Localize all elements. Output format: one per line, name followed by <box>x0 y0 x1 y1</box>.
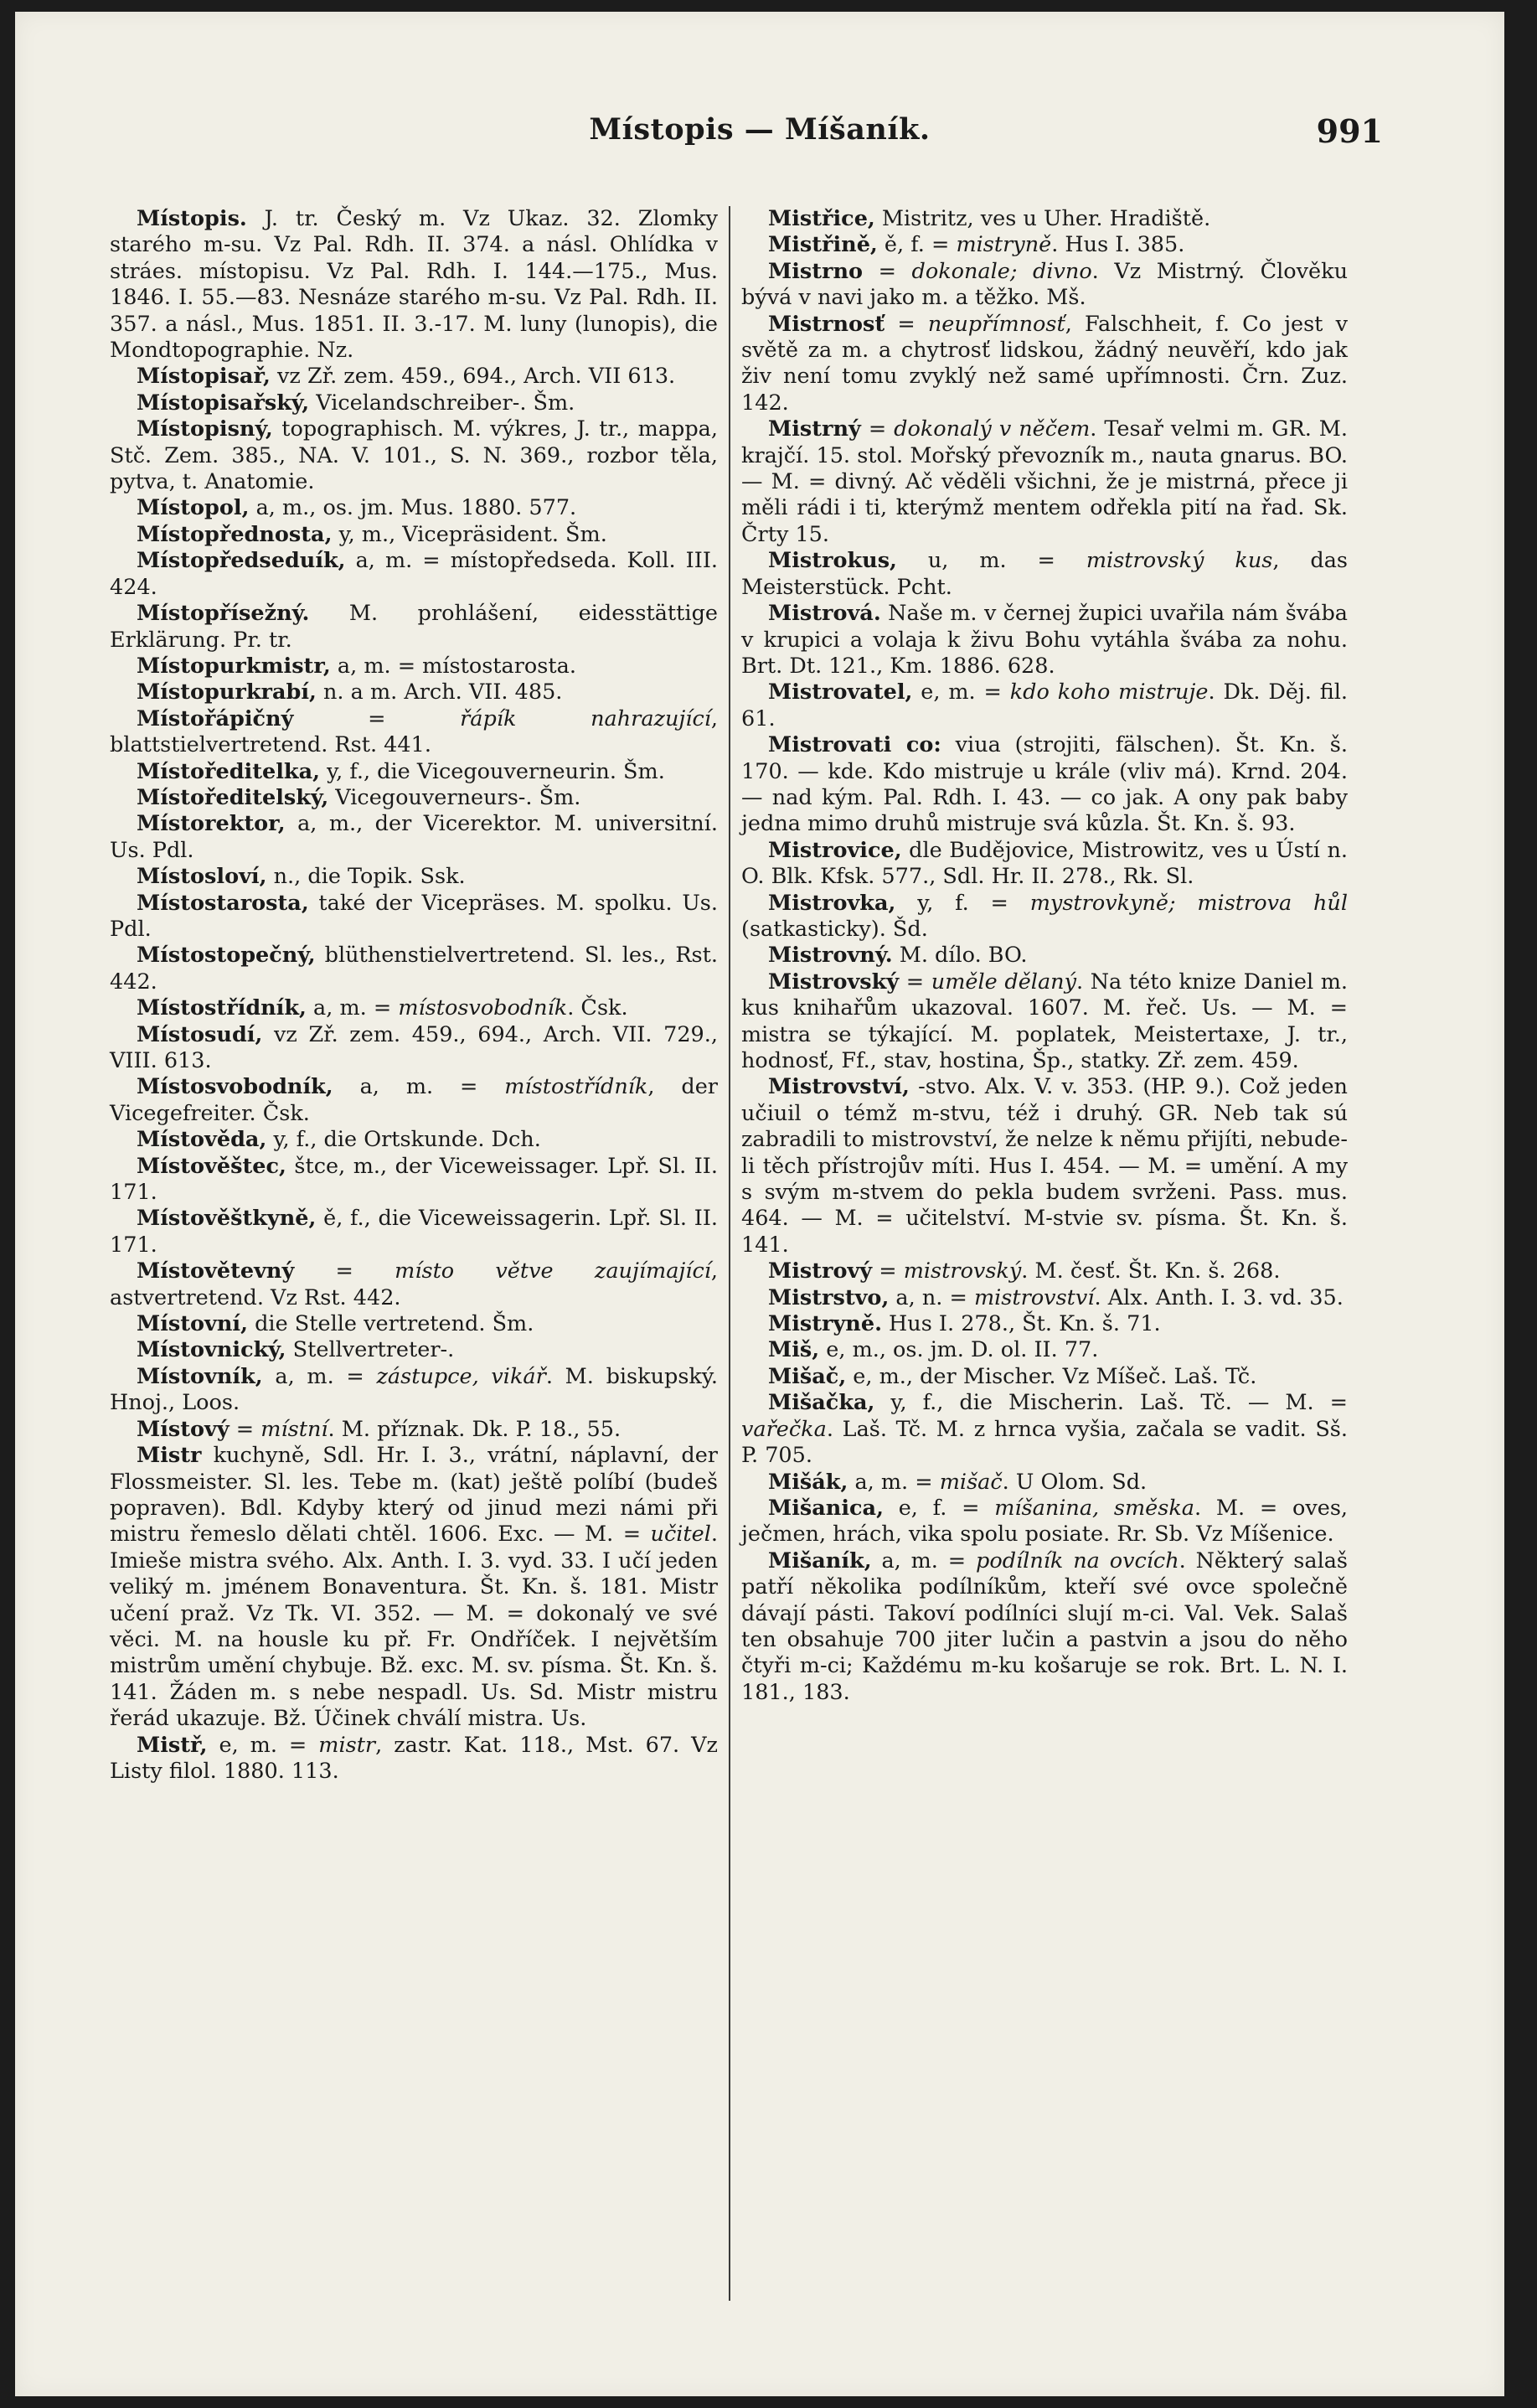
entry-headword: Místopis. <box>137 206 247 231</box>
entry-headword: Místosvobodník, <box>137 1074 333 1100</box>
entry-text: a, m. = <box>871 1548 977 1573</box>
entry-text: die Stelle vertretend. Šm. <box>247 1311 534 1337</box>
entry-text: . Čsk. <box>567 995 628 1021</box>
dictionary-entry <box>110 1127 718 1153</box>
entry-text: a, m. = místopředseda. Koll. III. 424. <box>110 548 718 600</box>
left-column <box>110 206 718 1785</box>
dictionary-entry <box>110 416 718 495</box>
entry-text: a, m. = <box>848 1469 940 1495</box>
entry-text: e, m. = <box>912 680 1010 705</box>
dictionary-entry <box>741 1390 1348 1469</box>
entry-headword: Mistrovatel, <box>768 680 913 705</box>
entry-text: . Hus I. 385. <box>1051 232 1185 258</box>
dictionary-entry <box>741 680 1348 732</box>
entry-text: blüthenstielvertretend. Sl. les., Rst. 442. <box>110 943 718 995</box>
entry-headword: Místopisař, <box>137 364 271 390</box>
entry-text: ě, f., die Viceweissagerin. Lpř. Sl. II. 171. <box>110 1206 718 1258</box>
entry-text: e, m., der Mischer. Vz Míšeč. Laš. Tč. <box>846 1363 1257 1389</box>
dictionary-entry <box>741 1364 1348 1390</box>
entry-text: . M. česť. Št. Kn. š. 268. <box>1021 1258 1281 1284</box>
dictionary-entry <box>741 232 1348 258</box>
entry-text: e, m. = <box>207 1732 319 1758</box>
entry-text: a, m. = <box>262 1363 377 1389</box>
dictionary-entry <box>741 1470 1348 1496</box>
entry-italic: řápík nahrazující <box>460 705 711 731</box>
entry-text: . Tesař velmi m. GR. M. krajčí. 15. stol. Mořský převozník m., nauta gnarus. BO. — M. = divný. Ač věděli všichni, že je mistrná, přece ji měli rádi i ti, kterýmž mentem odřekla pití na řad. Sk. Črty 15. <box>741 416 1349 547</box>
dictionary-entry <box>741 416 1348 548</box>
entry-italic: mystrovkyně; mistrova hůl <box>1029 890 1348 916</box>
entry-headword: Místoředitelský, <box>137 784 329 810</box>
dictionary-entry <box>741 1311 1348 1337</box>
dictionary-entry <box>110 1364 718 1417</box>
entry-headword: Mistrný <box>768 416 861 442</box>
dictionary-entry <box>110 548 718 601</box>
dictionary-entry <box>741 1074 1348 1258</box>
entry-headword: Místoředitelka, <box>137 758 320 784</box>
dictionary-entry <box>110 206 718 364</box>
entry-italic: místosvobodník <box>398 995 568 1021</box>
entry-headword: Místopředseduík, <box>137 548 346 574</box>
entry-text: e, m., os. jm. D. ol. II. 77. <box>819 1337 1099 1363</box>
dictionary-entry <box>110 654 718 680</box>
entry-headword: Místopurkmistr, <box>137 653 331 679</box>
dictionary-entry <box>741 1548 1348 1706</box>
entry-headword: Místořápičný <box>137 705 294 731</box>
entry-text: y, f., die Vicegouverneurin. Šm. <box>320 758 665 784</box>
dictionary-entry <box>110 1074 718 1127</box>
right-column <box>741 206 1348 1706</box>
dictionary-page <box>15 12 1504 2396</box>
entry-headword: Mistrstvo, <box>768 1284 890 1310</box>
entry-text: a, n. = <box>889 1284 974 1310</box>
entry-headword: Mistrno <box>768 258 864 284</box>
entry-text: , zastr. Kat. 118., Mst. 67. Vz Listy filol. 1880. 113. <box>110 1732 718 1784</box>
entry-text: y, f. = <box>895 890 1030 916</box>
entry-text: dle Budějovice, Mistrowitz, ves u Ústí n. O. Blk. Kfsk. 577., Sdl. Hr. II. 278., Rk. Sl. <box>741 837 1348 890</box>
entry-headword: Místovětevný <box>137 1258 295 1284</box>
dictionary-entry <box>741 312 1348 417</box>
dictionary-entry <box>110 601 718 654</box>
entry-text: Naše m. v černej župici uvařila nám švába v krupici a volaja k živu Bohu vytáhla švába za nohu. Brt. Dt. 121., Km. 1886. 628. <box>741 601 1348 679</box>
entry-headword: Mišačka, <box>768 1390 875 1416</box>
entry-italic: mistrovství <box>973 1284 1095 1310</box>
dictionary-entry <box>110 759 718 785</box>
entry-headword: Místosloví, <box>137 864 267 890</box>
entry-text: viua (strojiti, fälschen). Št. Kn. š. 170. — kde. Kdo mistruje u krále (vliv má). Krnd. 204. — nad kým. Pal. Rdh. I. 43. — co jak. A ony pak baby jedna mimo druhů mistruje svá kůzla. Št. Kn. š. 93. <box>741 732 1348 837</box>
dictionary-entry <box>110 995 718 1021</box>
entry-headword: Místosudí, <box>137 1021 263 1047</box>
entry-text: y, m., Vicepräsident. Šm. <box>332 521 607 547</box>
dictionary-entry <box>110 680 718 705</box>
entry-italic: místní <box>260 1416 328 1442</box>
entry-headword: Mistrnosť <box>768 311 885 337</box>
dictionary-entry <box>741 1337 1348 1363</box>
entry-headword: Místostřídník, <box>137 995 307 1021</box>
entry-headword: Místověštkyně, <box>137 1206 317 1232</box>
entry-text: štce, m., der Viceweissager. Lpř. Sl. II. 171. <box>110 1153 718 1206</box>
entry-text: J. tr. Český m. Vz Ukaz. 32. Zlomky starého m-su. Vz Pal. Rdh. II. 374. a násl. Ohlídka v stráes. místopisu. Vz Pal. Rdh. I. 144.—175., Mus. 1846. I. 55.—83. Nesnáze starého m-su. Vz Pal. Rdh. II. 357. a násl., Mus. 1851. II. 3.-17. M. luny (lunopis), die Mondtopographie. Nz. <box>110 206 718 364</box>
entry-text: . U Olom. Sd. <box>1002 1469 1148 1495</box>
entry-text: , blattstielvertretend. Rst. 441. <box>110 705 718 758</box>
entry-italic: místostřídník <box>504 1074 648 1100</box>
entry-text: = <box>860 416 895 442</box>
entry-italic: vařečka <box>741 1416 827 1442</box>
entry-text: Vicelandschreiber-. Šm. <box>309 390 575 416</box>
entry-text: -stvo. Alx. V. v. 353. (HP. 9.). Což jeden učiuil o témž m-stvu, též i druhý. GR. Neb tak sú zabradili to mistrovství, že nelze k němu přijíti, nebude-li těch přístrojův míti. Hus I. 454. — M. = umění. A my s svým m-stvem do pekla budem svrženi. Pass. mus. 464. — M. = učitelství. M-stvie sv. písma. Št. Kn. š. 141. <box>741 1074 1348 1258</box>
entry-headword: Místopřednosta, <box>137 521 333 547</box>
entry-headword: Místopisařský, <box>137 390 310 416</box>
entry-headword: Místovní, <box>137 1311 248 1337</box>
dictionary-entry <box>741 601 1348 680</box>
entry-headword: Mistrová. <box>768 601 881 627</box>
entry-headword: Mistr <box>137 1443 202 1469</box>
entry-text: y, f., die Ortskunde. Dch. <box>266 1127 541 1153</box>
entry-italic: mistryně <box>956 232 1052 258</box>
entry-text: . Alx. Anth. I. 3. vd. 35. <box>1094 1284 1344 1310</box>
entry-text: a, m. = <box>306 995 399 1021</box>
dictionary-entry <box>741 548 1348 601</box>
entry-italic: mišač <box>939 1469 1003 1495</box>
dictionary-entry <box>110 1733 718 1785</box>
entry-text: M. prohlášení, eidesstättige Erklärung. Pr. tr. <box>110 601 718 653</box>
entry-headword: Místorektor, <box>137 811 286 837</box>
dictionary-entry <box>741 943 1348 969</box>
entry-headword: Mistř, <box>137 1732 208 1758</box>
entry-text: y, f., die Mischerin. Laš. Tč. — M. = <box>874 1390 1348 1416</box>
dictionary-entry <box>110 1443 718 1732</box>
entry-italic: kdo koho mistruje <box>1009 680 1209 705</box>
entry-text: = <box>885 311 928 337</box>
dictionary-entry <box>110 1022 718 1075</box>
dictionary-entry <box>110 1337 718 1363</box>
dictionary-entry <box>110 1311 718 1337</box>
entry-text: , Falschheit, f. Co jest v světě za m. a chytrosť lidskou, žádný neuvěří, kdo jak živ není tomu zvyklý než samé upřímnosti. Črn. Zuz. 142. <box>741 311 1348 416</box>
entry-text: . Dk. Děj. fil. 61. <box>741 680 1348 731</box>
entry-text: a, m., der Vicerektor. M. universitní. Us. Pdl. <box>110 811 718 863</box>
entry-headword: Místovnický, <box>137 1337 286 1363</box>
entry-italic: mistrovský <box>903 1258 1022 1284</box>
dictionary-entry <box>741 732 1348 838</box>
running-title: Místopis — Míšaník. <box>589 112 931 147</box>
entry-headword: Mistrovství, <box>768 1074 910 1100</box>
entry-text: . Vz Mistrný. Člověku bývá v navi jako m. a těžko. Mš. <box>741 258 1348 311</box>
entry-text: vz Zř. zem. 459., 694., Arch. VII 613. <box>270 364 676 390</box>
entry-text: a, m., os. jm. Mus. 1880. 577. <box>249 495 577 521</box>
entry-text: . Imieše mistra svého. Alx. Anth. I. 3. vyd. 33. I učí jeden veliký m. jménem Bonaventura. Št. Kn. š. 181. Mistr učení praž. Vz Tk. VI. 352. — M. = dokonalý ve své věci. M. na housle ku př. Fr. Ondříček. I největším mistrům umění chybuje. Bž. exc. M. sv. písma. Št. Kn. š. 141. Žáden m. s nebe nespadl. Us. Sd. Mistr mistru řerád ukazuje. Bž. Účinek chválí mistra. Us. <box>110 1522 718 1732</box>
entry-text: n., die Topik. Ssk. <box>266 864 466 890</box>
entry-text: , astvertretend. Vz Rst. 442. <box>110 1258 719 1310</box>
entry-headword: Mistrový <box>768 1258 873 1284</box>
dictionary-entry <box>110 1154 718 1207</box>
entry-text: = <box>294 1258 395 1284</box>
dictionary-entry <box>741 1496 1348 1548</box>
entry-text: M. dílo. BO. <box>892 943 1028 969</box>
entry-headword: Mistřině, <box>768 232 878 258</box>
entry-text: . Na této knize Daniel m. kus knihařům ukazoval. 1607. M. řeč. Us. — M. = mistra se týkající. M. poplatek, Meistertaxe, J. tr., hodnosť, Ff., stav, hostina, Šp., statky. Zř. zem. 459. <box>741 969 1349 1073</box>
entry-italic: mistr <box>318 1732 376 1758</box>
page-number: 991 <box>1316 112 1383 150</box>
entry-headword: Mišák, <box>768 1469 848 1495</box>
entry-text: , der Vicegefreiter. Čsk. <box>110 1074 718 1126</box>
entry-headword: Mistrovný. <box>768 943 893 969</box>
dictionary-entry <box>741 1258 1348 1284</box>
dictionary-entry <box>110 811 718 864</box>
entry-text: topographisch. M. výkres, J. tr., mappa, Stč. Zem. 385., NA. V. 101., S. N. 369., rozbor těla, pytva, t. Anatomie. <box>110 416 718 495</box>
entry-text: kuchyně, Sdl. Hr. I. 3., vrátní, náplavní, der Flossmeister. Sl. les. Tebe m. (kat) ještě políbí (budeš popraven). Bdl. Kdyby který od jinud mezi námi při mistru řemeslo dělati chtěl. 1606. Exc. — M. = <box>110 1443 718 1548</box>
dictionary-entry <box>110 364 718 390</box>
entry-text: = <box>293 705 461 731</box>
dictionary-entry <box>741 206 1348 232</box>
entry-text: Stellvertreter-. <box>286 1337 455 1363</box>
dictionary-entry <box>110 785 718 811</box>
entry-headword: Mistryně. <box>768 1311 882 1337</box>
dictionary-entry <box>741 259 1348 312</box>
entry-headword: Místopisný, <box>137 416 273 442</box>
entry-text: (satkasticky). Šd. <box>741 916 928 942</box>
entry-headword: Mistrovka, <box>768 890 896 916</box>
entry-text: Mistritz, ves u Uher. Hradiště. <box>874 206 1211 231</box>
column-divider <box>729 206 730 2301</box>
entry-headword: Místopol, <box>137 495 250 521</box>
dictionary-entry <box>741 1285 1348 1311</box>
entry-headword: Mistrovice, <box>768 837 902 863</box>
dictionary-entry <box>110 864 718 890</box>
entry-headword: Mišaník, <box>768 1548 872 1573</box>
dictionary-entry <box>110 891 718 943</box>
entry-italic: míšanina, směska <box>994 1495 1194 1521</box>
entry-text: , das Meisterstück. Pcht. <box>741 548 1348 600</box>
entry-headword: Mišanica, <box>768 1495 884 1521</box>
entry-text: . Některý salaš patří několika podílníkům, kteří své ovce společně dávají pásti. Takoví podílníci slují m-ci. Val. Vek. Salaš ten obsahuje 700 jiter lučin a pastvin a jsou do něho čtyři m-ci; Každému m-ku košaruje se rok. Brt. L. N. I. 181., 183. <box>741 1548 1349 1705</box>
entry-italic: podílník na ovcích <box>976 1548 1179 1573</box>
entry-headword: Mistřice, <box>768 206 875 231</box>
dictionary-entry <box>110 1417 718 1443</box>
entry-text: = <box>863 258 912 284</box>
dictionary-entry <box>110 495 718 521</box>
entry-headword: Mišač, <box>768 1363 847 1389</box>
entry-italic: místo větve zaujímající <box>395 1258 711 1284</box>
entry-headword: Místopurkrabí, <box>137 680 317 705</box>
entry-text: a, m. = místostarosta. <box>330 653 576 679</box>
entry-headword: Místovník, <box>137 1363 263 1389</box>
dictionary-entry <box>110 1206 718 1258</box>
entry-headword: Místověda, <box>137 1127 267 1153</box>
dictionary-entry <box>110 522 718 548</box>
entry-text: také der Vicepräses. M. spolku. Us. Pdl. <box>110 890 718 942</box>
dictionary-entry <box>741 969 1348 1075</box>
entry-text: Hus I. 278., Št. Kn. š. 71. <box>881 1311 1161 1337</box>
dictionary-entry <box>741 891 1348 943</box>
entry-headword: Místostarosta, <box>137 890 309 916</box>
entry-headword: Mistrovati co: <box>768 732 941 758</box>
entry-headword: Mistrovský <box>768 969 900 995</box>
entry-text: Vicegouverneurs-. Šm. <box>328 784 581 810</box>
dictionary-entry <box>110 943 718 995</box>
entry-text: n. a m. Arch. VII. 485. <box>316 680 563 705</box>
page-header <box>15 112 1504 163</box>
entry-italic: dokonale; divno <box>911 258 1092 284</box>
entry-italic: učitel <box>650 1522 711 1548</box>
entry-headword: Místový <box>137 1416 230 1442</box>
entry-headword: Místopřísežný. <box>137 601 310 627</box>
entry-text: . M. příznak. Dk. P. 18., 55. <box>328 1416 622 1442</box>
entry-italic: zástupce, vikář <box>376 1363 546 1389</box>
entry-text: u, m. = <box>896 548 1086 574</box>
entry-headword: Mistrokus, <box>768 548 897 574</box>
entry-text: . M. = oves, ječmen, hrách, vika spolu posiate. Rr. Sb. Vz Míšenice. <box>741 1495 1349 1548</box>
dictionary-entry <box>741 838 1348 891</box>
entry-headword: Místostopečný, <box>137 943 316 969</box>
entry-headword: Místověštec, <box>137 1153 286 1179</box>
entry-text: . M. biskupský. Hnoj., Loos. <box>110 1363 718 1416</box>
entry-italic: mistrovský kus <box>1086 548 1273 574</box>
dictionary-entry <box>110 1258 718 1311</box>
entry-text: . Laš. Tč. M. z hrnca vyšia, začala se vadit. Sš. P. 705. <box>741 1416 1348 1469</box>
entry-text: a, m. = <box>333 1074 505 1100</box>
entry-italic: dokonalý v něčem <box>894 416 1091 442</box>
entry-text: = <box>872 1258 904 1284</box>
entry-italic: neupřímnosť <box>927 311 1065 337</box>
entry-text: e, f. = <box>883 1495 995 1521</box>
entry-headword: Miš, <box>768 1337 820 1363</box>
entry-text: = <box>899 969 931 995</box>
entry-text: = <box>229 1416 261 1442</box>
entry-text: vz Zř. zem. 459., 694., Arch. VII. 729., VIII. 613. <box>110 1021 718 1073</box>
entry-italic: uměle dělaný <box>931 969 1076 995</box>
entry-text: ě, f. = <box>877 232 957 258</box>
dictionary-entry <box>110 390 718 416</box>
dictionary-entry <box>110 706 718 759</box>
